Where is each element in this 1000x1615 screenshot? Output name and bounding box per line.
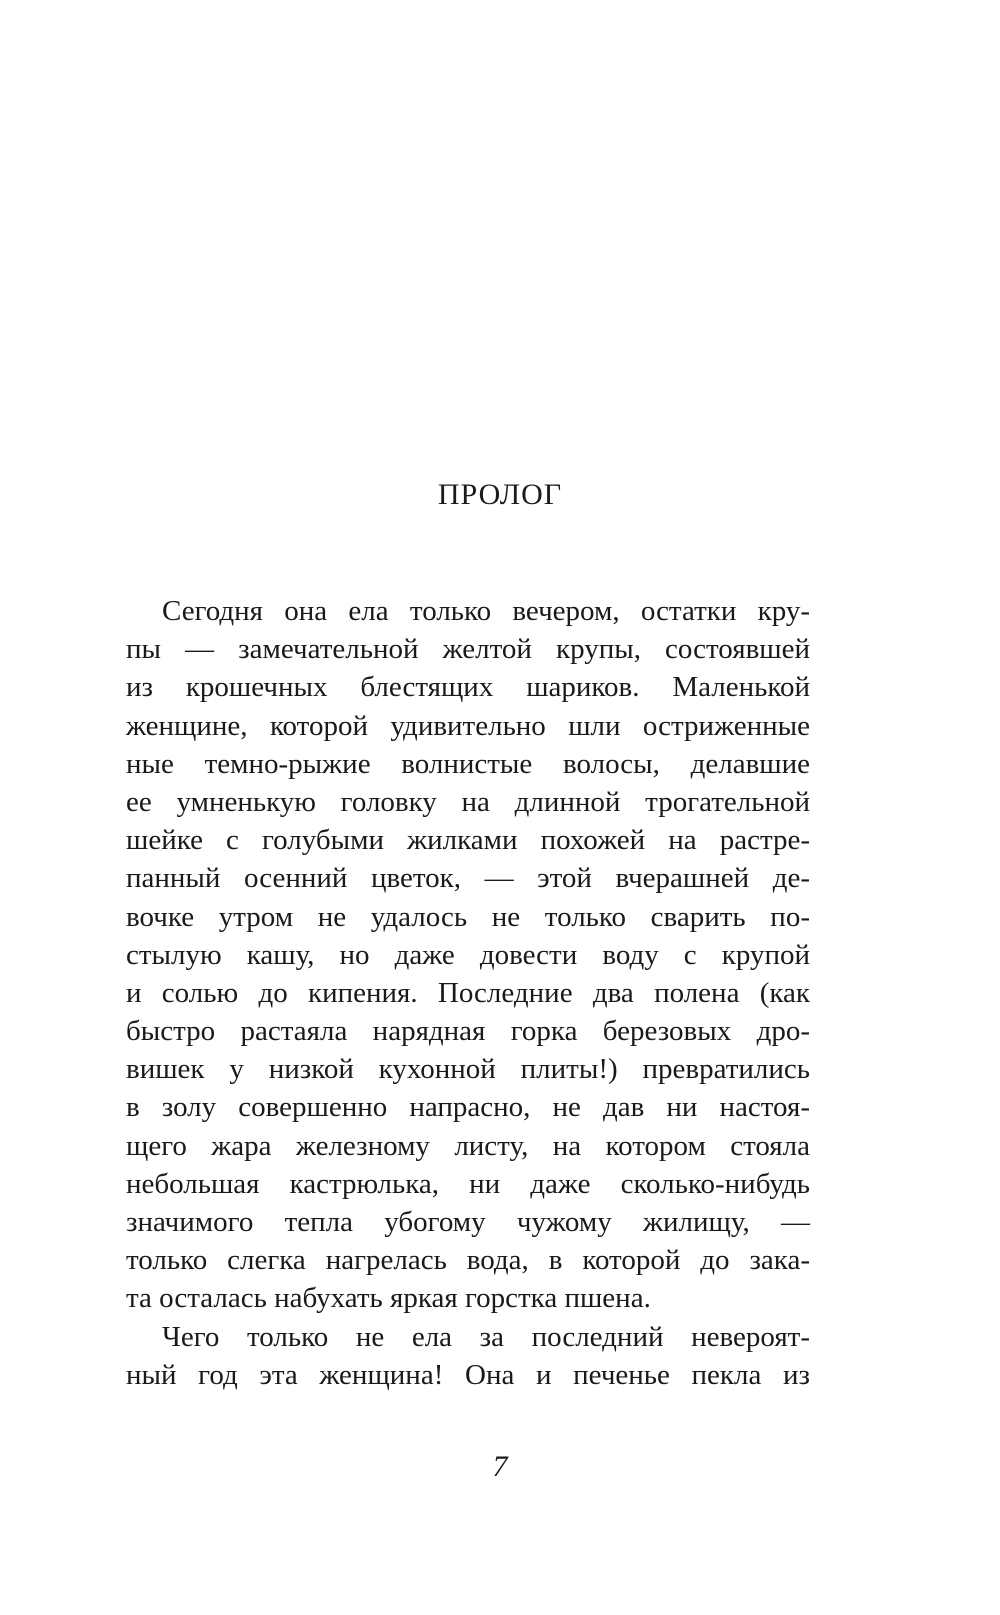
text-line: женщине, которой удивительно шли остриженные <box>126 709 810 742</box>
text-line: ный год эта женщина! Она и печенье пекла из <box>126 1358 810 1391</box>
text-line: вочке утром не удалось не только сварить по- <box>126 900 810 933</box>
chapter-title: ПРОЛОГ <box>437 478 563 511</box>
text-line: из крошечных блестящих шариков. Маленькой <box>126 671 810 704</box>
text-line: и солью до кипения. Последние два полена (как <box>126 976 810 1009</box>
text-line: Сегодня она ела только вечером, остатки кру- <box>162 595 810 627</box>
text-line: небольшая кастрюлька, ни даже сколько-нибудь <box>126 1167 810 1200</box>
text-line: стылую кашу, но даже довести воду с крупой <box>126 938 810 971</box>
text-line: вишек у низкой кухонной плиты!) превратились <box>126 1053 810 1086</box>
text-line: та осталась набухать яркая горстка пшена. <box>126 1282 651 1315</box>
text-line: пы — замечательной желтой крупы, состоявшей <box>126 633 810 666</box>
text-line: ные темно-рыжие волнистые волосы, делавшие <box>126 747 810 780</box>
text-line: быстро растаяла нарядная горка березовых дро- <box>126 1015 810 1048</box>
text-line: Чего только не ела за последний невероят- <box>162 1320 810 1353</box>
body-text <box>126 592 810 1394</box>
text-line: в золу совершенно напрасно, не дав ни настоя- <box>126 1091 810 1124</box>
text-line: только слегка нагрелась вода, в которой до зака- <box>126 1244 810 1277</box>
text-line: щего жара железному листу, на котором стояла <box>126 1129 810 1162</box>
text-line: ее умненькую головку на длинной трогательной <box>126 785 810 818</box>
page-number: 7 <box>492 1450 508 1483</box>
text-line: панный осенний цветок, — этой вчерашней де- <box>126 862 810 895</box>
text-line: значимого тепла убогому чужому жилищу, — <box>126 1206 810 1238</box>
text-line: шейке с голубыми жилками похожей на растре- <box>126 824 810 857</box>
